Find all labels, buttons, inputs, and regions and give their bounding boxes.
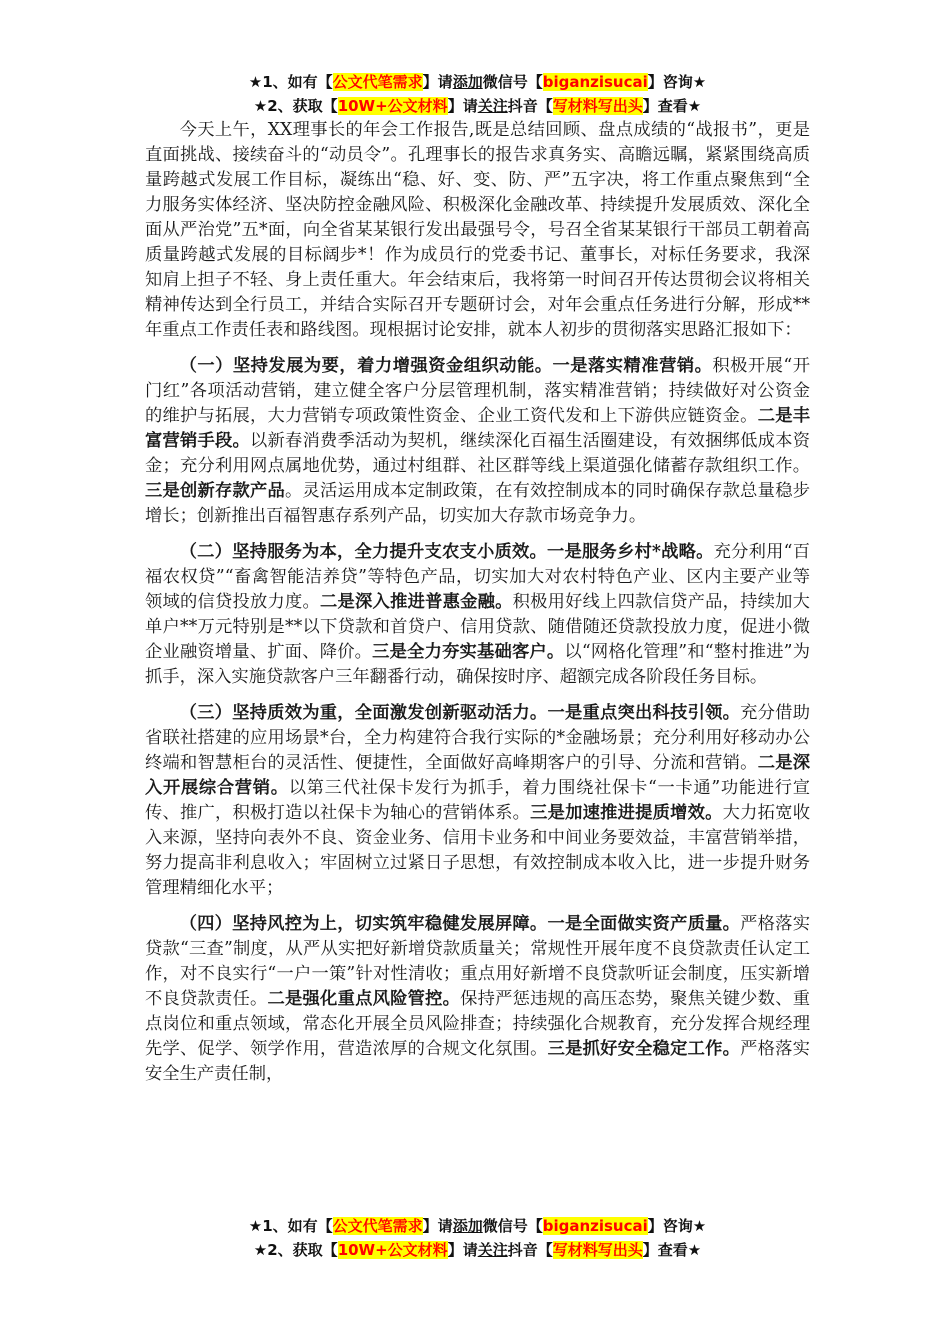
section-heading: （二）坚持服务为本，全力提升支农支小质效。	[179, 542, 547, 562]
highlight-douyin-account: 写材料写出头	[552, 1241, 643, 1259]
promo-banner-bottom-line2: ★2、获取【10W+公文材料】请关注抖音【写材料写出头】查看★	[253, 1241, 702, 1259]
highlight-service: 公文代笔需求	[332, 73, 423, 91]
section-2-paragraph: （二）坚持服务为本，全力提升支农支小质效。一是服务乡村*战略。充分利用“百福农权贷”“畜禽智能洁养贷”等特色产品，切实加大对农村特色产业、区内主要产业等领域的信贷投放力度。二是深入推进普惠金融。积极用好线上四款信贷产品，持续加大单户**万元特别是**以下贷款和首贷户、信用贷款、随借随还贷款投放力度，促进小微企业融资增量、扩面、降价。三是全力夯实基础客户。以“网格化管理”和“整村推进”为抓手，深入实施贷款客户三年翻番行动，确保按时序、超额完成各阶段任务目标。	[145, 542, 810, 687]
section-3-paragraph: （三）坚持质效为重，全面激发创新驱动活力。一是重点突出科技引领。充分借助省联社搭建的应用场景*台，全力构建符合我行实际的*金融场景；充分利用好移动办公终端和智慧柜台的灵活性、便捷性，全面做好高峰期客户的引导、分流和营销。二是深入开展综合营销。以第三代社保卡发行为抓手，着力围绕社保卡“一卡通”功能进行宣传、推广，积极打造以社保卡为轴心的营销体系。三是加速推进提质增效。大力拓宽收入来源，坚持向表外不良、资金业务、信用卡业务和中间业务要效益，丰富营销举措，努力提高非利息收入；牢固树立过紧日子思想，有效控制成本收入比，进一步提升财务管理精细化水平；	[145, 703, 810, 898]
promo-banner-top-line1: ★1、如有【公文代笔需求】请添加微信号【biganzisucai】咨询★	[248, 73, 707, 91]
highlight-wechat-id: biganzisucai	[542, 73, 648, 91]
section-heading: （一）坚持发展为要，着力增强资金组织动能。	[179, 356, 553, 376]
highlight-materials: 10W+公文材料	[337, 97, 448, 115]
promo-banner-bottom	[145, 1214, 810, 1262]
section-4-paragraph: （四）坚持风控为上，切实筑牢稳健发展屏障。一是全面做实资产质量。严格落实贷款“三查”制度，从严从实把好新增贷款质量关；常规性开展年度不良贷款责任认定工作，对不良实行“一户一策”针对性清收；重点用好新增不良贷款听证会制度，压实新增不良贷款责任。二是强化重点风险管控。保持严惩违规的高压态势，聚焦关键少数、重点岗位和重点领域，常态化开展全员风险排查；持续强化合规教育，充分发挥合规经理先学、促学、领学作用，营造浓厚的合规文化氛围。三是抓好安全稳定工作。严格落实安全生产责任制，	[145, 914, 810, 1084]
highlight-materials: 10W+公文材料	[337, 1241, 448, 1259]
highlight-service: 公文代笔需求	[332, 1217, 423, 1235]
intro-paragraph: 今天上午，XX理事长的年会工作报告,既是总结回顾、盘点成绩的“战报书”，更是直面挑战、接续奋斗的“动员令”。孔理事长的报告求真务实、高瞻远瞩，紧紧围绕高质量跨越式发展工作目标，凝练出“稳、好、变、防、严”五字决，将工作重点聚焦到“全力服务实体经济、坚决防控金融风险、积极深化金融改革、持续提升发展质效、深化全面从严治党”五*面，向全省某某银行发出最强号令，号召全省某某银行干部员工朝着高质量跨越式发展的目标阔步*！作为成员行的党委书记、董事长，对标任务要求，我深知肩上担子不轻、身上责任重大。年会结束后，我将第一时间召开传达贯彻会议将相关精神传达到全行员工，并结合实际召开专题研讨会，对年会重点任务进行分解，形成**年重点工作责任表和路线图。现根据讨论安排，就本人初步的贯彻落实思路汇报如下：	[145, 120, 810, 340]
section-heading: （四）坚持风控为上，切实筑牢稳健发展屏障。	[179, 914, 548, 934]
document-page	[145, 70, 810, 1087]
section-1-paragraph: （一）坚持发展为要，着力增强资金组织动能。一是落实精准营销。积极开展“开门红”各项活动营销，建立健全客户分层管理机制，落实精准营销；持续做好对公资金的维护与拓展，大力营销专项政策性资金、企业工资代发和上下游供应链资金。二是丰富营销手段。以新春消费季活动为契机，继续深化百福生活圈建设，有效捆绑低成本资金；充分利用网点属地优势，通过村组群、社区群等线上渠道强化储蓄存款组织工作。三是创新存款产品。灵活运用成本定制政策，在有效控制成本的同时确保存款总量稳步增长；创新推出百福智惠存系列产品，切实加大存款市场竞争力。	[145, 356, 810, 526]
promo-banner-top-line2: ★2、获取【10W+公文材料】请关注抖音【写材料写出头】查看★	[253, 97, 702, 115]
highlight-wechat-id: biganzisucai	[542, 1217, 648, 1235]
section-heading: （三）坚持质效为重，全面激发创新驱动活力。	[179, 703, 548, 723]
highlight-douyin-account: 写材料写出头	[552, 97, 643, 115]
promo-banner-bottom-line1: ★1、如有【公文代笔需求】请添加微信号【biganzisucai】咨询★	[248, 1217, 707, 1235]
